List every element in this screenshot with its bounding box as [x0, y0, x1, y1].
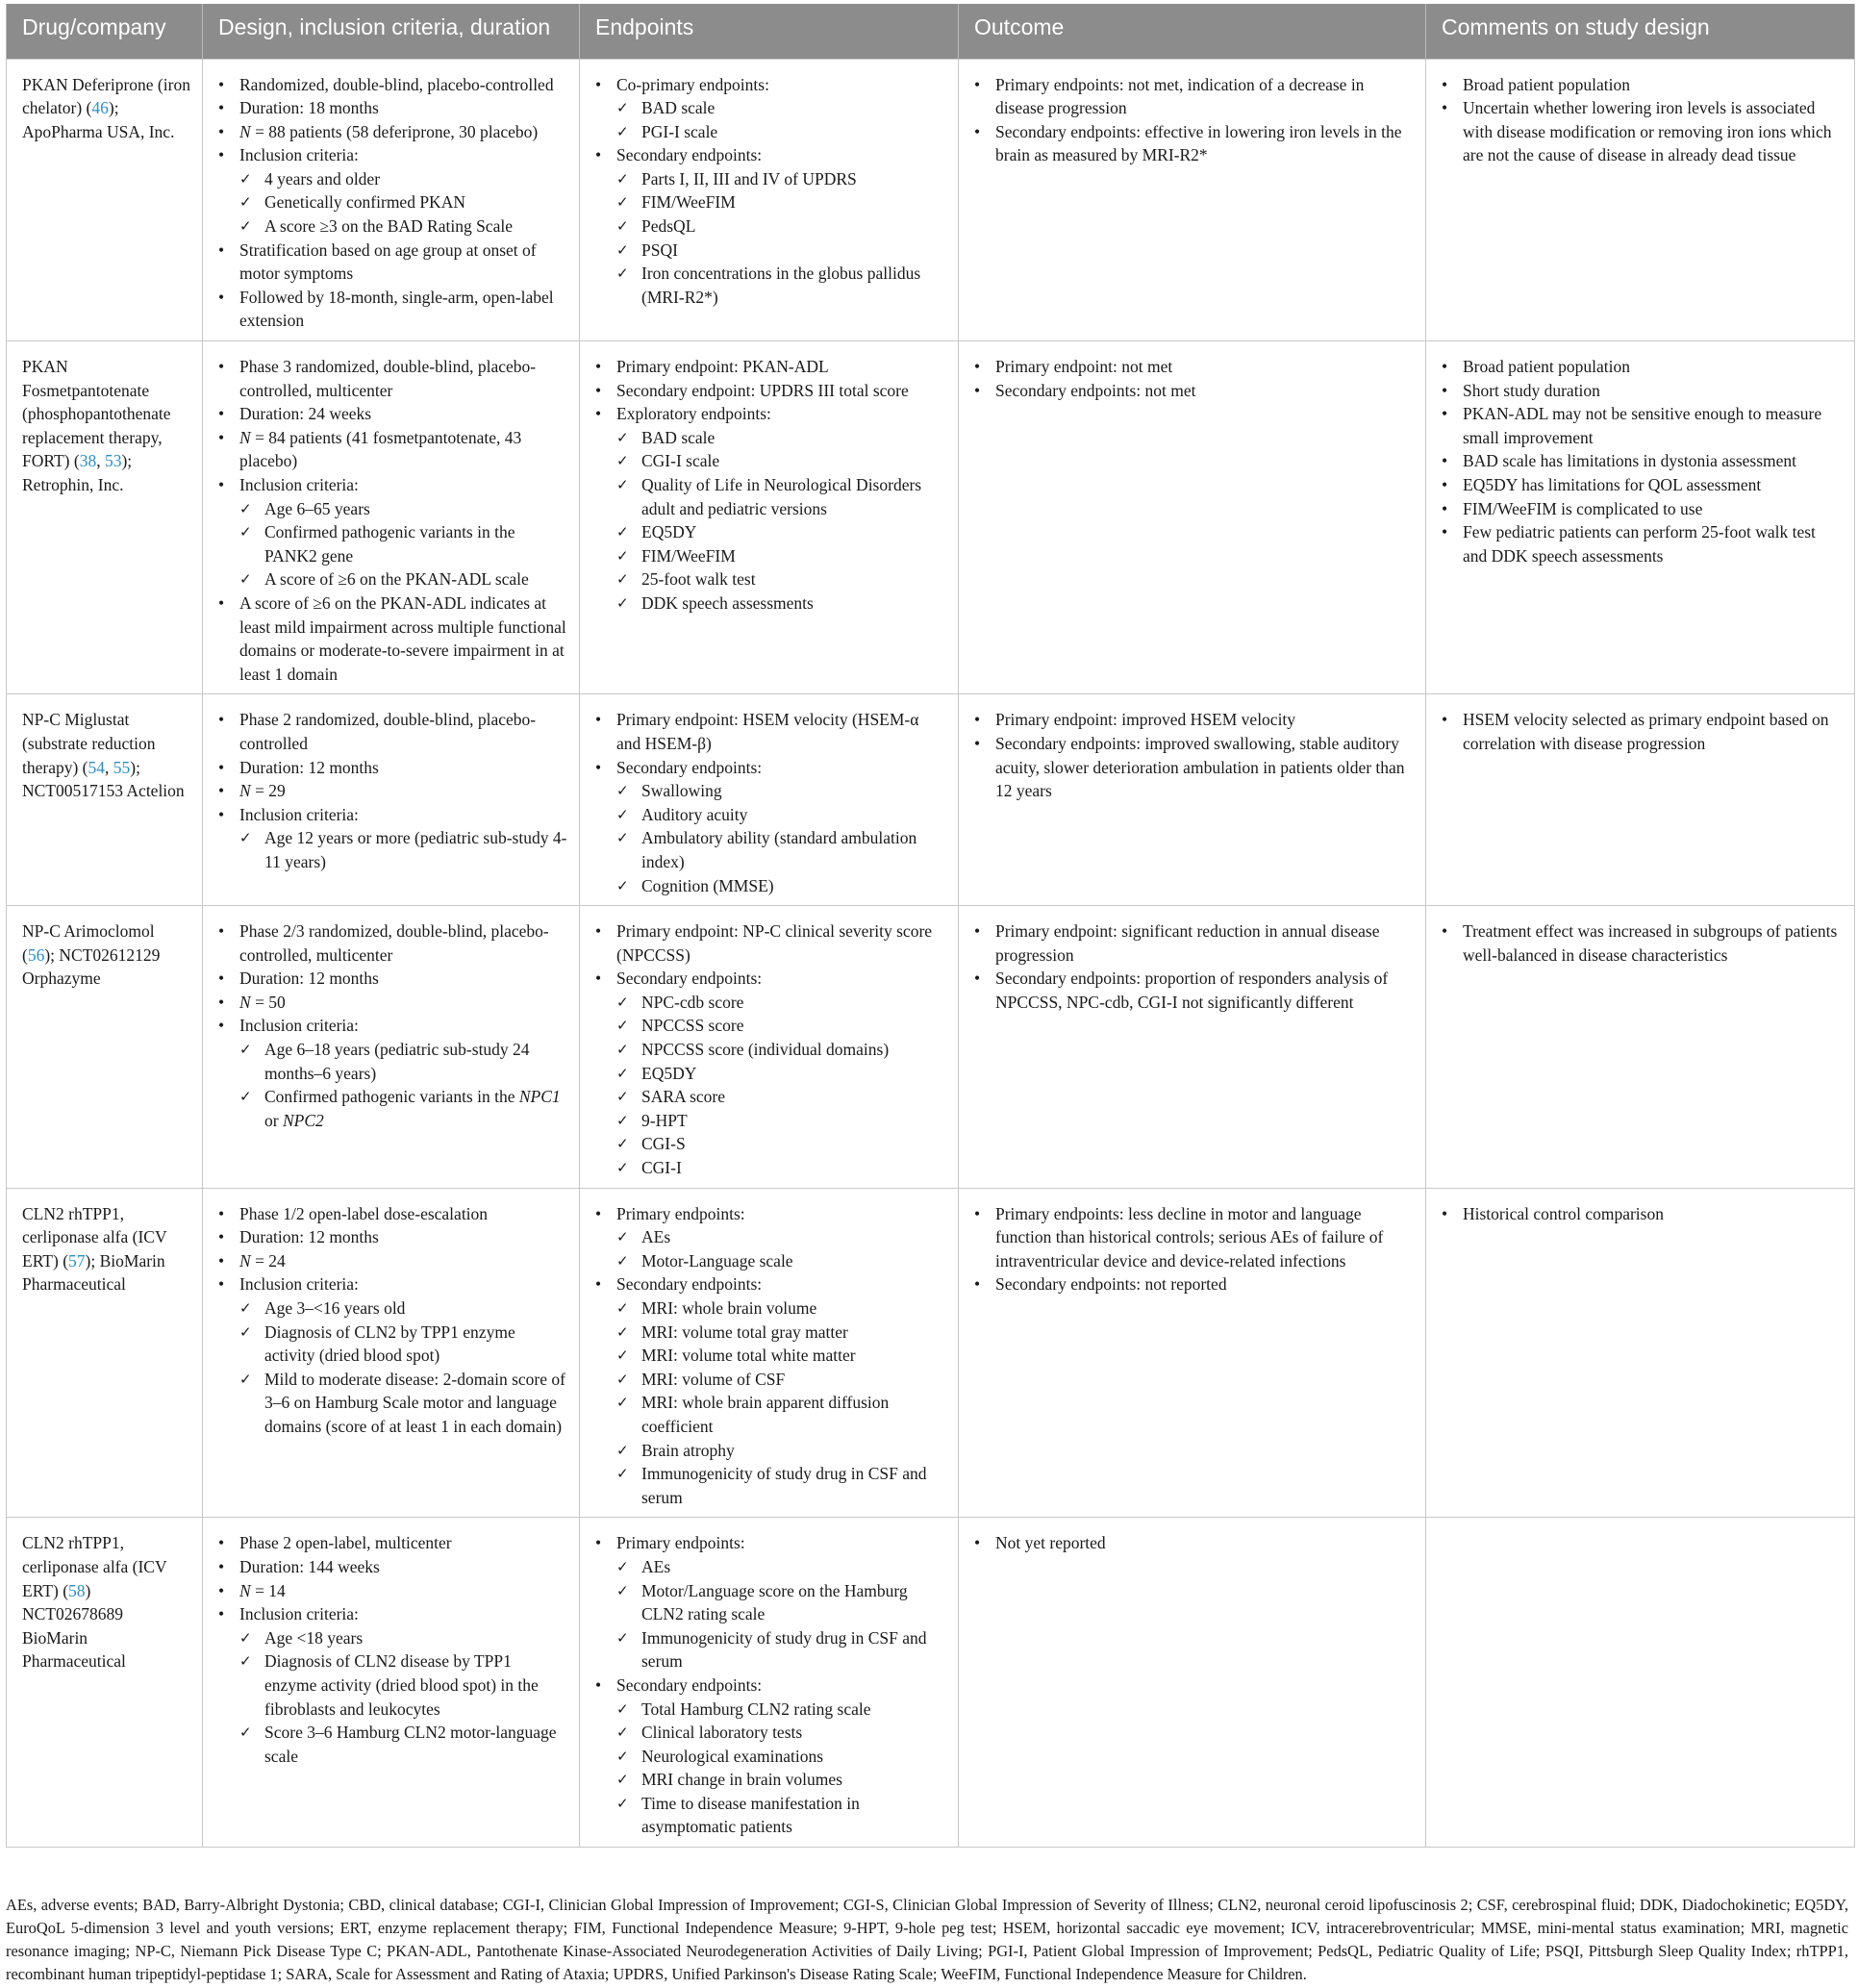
outcome-cell — [959, 59, 1426, 341]
design-cell — [203, 1518, 580, 1848]
endpoints-item: ✓ MRI: volume of CSF — [595, 1368, 946, 1392]
drug-text: , — [96, 451, 105, 471]
design-cell — [203, 59, 580, 341]
endpoints-item: ✓ Parts I, II, III and IV of UPDRS — [595, 167, 946, 191]
endpoints-item: ✓ NPCCSS score — [595, 1014, 946, 1038]
design-sublist — [218, 1038, 567, 1132]
comments-cell — [1426, 1518, 1855, 1848]
outcome-item: • Secondary endpoints: effective in lowering iron levels in the brain as measured by MRI-R2* — [974, 120, 1414, 167]
design-item: • N = 14 — [218, 1579, 567, 1603]
design-item: • N = 50 — [218, 991, 567, 1015]
drug-cell — [7, 906, 203, 1189]
endpoints-item: ✓ MRI: whole brain apparent diffusion coefficient — [595, 1391, 946, 1438]
endpoints-cell — [580, 1188, 959, 1518]
endpoints-item: • Primary endpoint: HSEM velocity (HSEM-α and HSEM-β) — [595, 708, 946, 755]
drug-cell — [7, 1518, 203, 1848]
design-item: ✓ Confirmed pathogenic variants in the PANK2 gene — [218, 520, 567, 567]
design-item: • Duration: 144 weeks — [218, 1555, 567, 1579]
endpoints-list — [595, 1202, 946, 1510]
endpoints-item: ✓ Iron concentrations in the globus pallidus (MRI-R2*) — [595, 262, 946, 309]
header-design: Design, inclusion criteria, duration — [203, 4, 580, 59]
endpoints-sublist — [595, 1698, 946, 1840]
endpoints-item: ✓ MRI: whole brain volume — [595, 1296, 946, 1321]
endpoints-item: • Primary endpoints: — [595, 1531, 946, 1555]
design-item: • Phase 2/3 randomized, double-blind, placebo-controlled, multicenter — [218, 919, 567, 967]
design-cell — [203, 694, 580, 906]
outcome-list — [974, 1202, 1414, 1296]
header-drug: Drug/company — [7, 4, 203, 59]
outcome-cell — [959, 1188, 1426, 1518]
design-item: ✓ Age <18 years — [218, 1626, 567, 1650]
endpoints-cell — [580, 906, 959, 1189]
design-item: ✓ Age 6–18 years (pediatric sub-study 24 months–6 years) — [218, 1038, 567, 1085]
comments-item: • BAD scale has limitations in dystonia assessment — [1442, 449, 1843, 473]
outcome-list — [974, 919, 1414, 1014]
design-item: • Inclusion criteria: — [218, 1602, 567, 1626]
design-item: • Stratification based on age group at onset of motor symptoms — [218, 239, 567, 286]
drug-text: NP-C Miglustat (substrate reduction therapy) ( — [22, 710, 156, 777]
endpoints-sublist — [595, 1555, 946, 1673]
endpoints-list — [595, 708, 946, 897]
design-list — [218, 708, 567, 873]
design-sublist — [218, 497, 567, 591]
drug-text: ); Retrophin, Inc. — [22, 451, 133, 494]
outcome-item: • Secondary endpoints: improved swallowing, stable auditory acuity, slower deterioration ambulation in patients older than 12 years — [974, 732, 1414, 803]
design-item: ✓ Diagnosis of CLN2 disease by TPP1 enzyme activity (dried blood spot) in the fibroblasts and leukocytes — [218, 1649, 567, 1721]
design-item: ✓ Confirmed pathogenic variants in the NPC1 or NPC2 — [218, 1085, 567, 1132]
drug-text: CLN2 rhTPP1, cerliponase alfa (ICV ERT) ( — [22, 1533, 167, 1600]
comments-item: • FIM/WeeFIM is complicated to use — [1442, 497, 1843, 521]
comments-item: • Few pediatric patients can perform 25-foot walk test and DDK speech assessments — [1442, 520, 1843, 567]
design-cell — [203, 906, 580, 1189]
endpoints-item: ✓ Cognition (MMSE) — [595, 874, 946, 898]
drug-text: , — [105, 757, 113, 777]
outcome-item: • Primary endpoint: significant reduction in annual disease progression — [974, 919, 1414, 967]
outcome-item: • Primary endpoint: improved HSEM velocity — [974, 708, 1414, 732]
endpoints-item: ✓ Quality of Life in Neurological Disorders adult and pediatric versions — [595, 473, 946, 520]
design-item: • A score of ≥6 on the PKAN-ADL indicates at least mild impairment across multiple functional domains or moderate-to-severe impairment in at least 1 domain — [218, 591, 567, 686]
endpoints-sublist — [595, 779, 946, 897]
reference-link[interactable]: 55 — [113, 757, 131, 777]
design-item: • Randomized, double-blind, placebo-controlled — [218, 73, 567, 97]
endpoints-item: • Secondary endpoints: — [595, 756, 946, 780]
endpoints-item: • Exploratory endpoints: — [595, 402, 946, 426]
table-row — [7, 906, 1855, 1189]
design-item: • Inclusion criteria: — [218, 143, 567, 167]
reference-link[interactable]: 57 — [68, 1250, 86, 1271]
drug-cell — [7, 694, 203, 906]
table-row — [7, 694, 1855, 906]
outcome-item: • Secondary endpoints: not reported — [974, 1272, 1414, 1296]
endpoints-item: ✓ Swallowing — [595, 779, 946, 803]
trials-table — [6, 4, 1855, 1848]
outcome-cell — [959, 906, 1426, 1189]
endpoints-list — [595, 73, 946, 310]
endpoints-item: ✓ Time to disease manifestation in asymptomatic patients — [595, 1792, 946, 1839]
comments-list — [1442, 1202, 1843, 1226]
comments-list — [1442, 708, 1843, 755]
endpoints-item: ✓ PedsQL — [595, 214, 946, 239]
endpoints-sublist — [595, 1296, 946, 1509]
table-header-row — [7, 4, 1855, 59]
endpoints-item: ✓ 9-HPT — [595, 1109, 946, 1133]
design-item: ✓ A score ≥3 on the BAD Rating Scale — [218, 214, 567, 239]
endpoints-item: ✓ FIM/WeeFIM — [595, 544, 946, 568]
design-item: • Phase 1/2 open-label dose-escalation — [218, 1202, 567, 1226]
comments-cell — [1426, 59, 1855, 341]
endpoints-cell — [580, 59, 959, 341]
endpoints-item: ✓ 25-foot walk test — [595, 567, 946, 591]
endpoints-item: ✓ EQ5DY — [595, 520, 946, 544]
design-item: • N = 84 patients (41 fosmetpantotenate, 43 placebo) — [218, 426, 567, 473]
design-sublist — [218, 1296, 567, 1439]
endpoints-item: ✓ SARA score — [595, 1085, 946, 1109]
endpoints-list — [595, 355, 946, 616]
endpoints-item: • Primary endpoints: — [595, 1202, 946, 1226]
comments-cell — [1426, 1188, 1855, 1518]
reference-link[interactable]: 54 — [88, 757, 106, 777]
outcome-item: • Primary endpoint: not met — [974, 355, 1414, 379]
endpoints-item: ✓ MRI: volume total gray matter — [595, 1321, 946, 1345]
comments-item: • Uncertain whether lowering iron levels is associated with disease modification or removing iron ions which are not the cause of disease in already dead tissue — [1442, 96, 1843, 167]
endpoints-item: ✓ Total Hamburg CLN2 rating scale — [595, 1698, 946, 1722]
design-item: • Phase 3 randomized, double-blind, placebo-controlled, multicenter — [218, 355, 567, 402]
comments-list — [1442, 355, 1843, 567]
design-item: ✓ Genetically confirmed PKAN — [218, 190, 567, 214]
endpoints-sublist — [595, 991, 946, 1180]
endpoints-item: ✓ Immunogenicity of study drug in CSF and serum — [595, 1462, 946, 1509]
endpoints-item: ✓ MRI: volume total white matter — [595, 1344, 946, 1368]
design-list — [218, 919, 567, 1132]
outcome-cell — [959, 694, 1426, 906]
endpoints-item: ✓ Motor-Language scale — [595, 1249, 946, 1273]
endpoints-item: ✓ FIM/WeeFIM — [595, 190, 946, 214]
design-item: • Duration: 12 months — [218, 756, 567, 780]
endpoints-item: ✓ Immunogenicity of study drug in CSF and serum — [595, 1626, 946, 1673]
design-item: ✓ Age 3–<16 years old — [218, 1296, 567, 1321]
endpoints-item: ✓ PSQI — [595, 239, 946, 263]
endpoints-item: ✓ Ambulatory ability (standard ambulation index) — [595, 826, 946, 873]
outcome-list — [974, 73, 1414, 167]
table-row — [7, 59, 1855, 341]
comments-cell — [1426, 906, 1855, 1189]
endpoints-item: ✓ NPCCSS score (individual domains) — [595, 1038, 946, 1062]
trials-table-container — [6, 4, 1854, 1848]
table-body — [7, 59, 1855, 1848]
endpoints-item: • Secondary endpoints: — [595, 143, 946, 167]
design-cell — [203, 341, 580, 694]
endpoints-item: • Co-primary endpoints: — [595, 73, 946, 97]
design-sublist — [218, 826, 567, 873]
endpoints-item: ✓ MRI change in brain volumes — [595, 1768, 946, 1792]
design-item: • N = 88 patients (58 deferiprone, 30 placebo) — [218, 120, 567, 144]
endpoints-item: ✓ Neurological examinations — [595, 1745, 946, 1769]
endpoints-item: ✓ BAD scale — [595, 96, 946, 120]
comments-item: • PKAN-ADL may not be sensitive enough to measure small improvement — [1442, 402, 1843, 449]
comments-item: • Historical control comparison — [1442, 1202, 1843, 1226]
drug-text: ) NCT02678689 BioMarin Pharmaceutical — [22, 1580, 126, 1672]
design-item: • Phase 2 randomized, double-blind, placebo-controlled — [218, 708, 567, 755]
outcome-item: • Primary endpoints: not met, indication of a decrease in disease progression — [974, 73, 1414, 120]
design-list — [218, 1202, 567, 1439]
drug-text: ); NCT00517153 Actelion — [22, 757, 185, 801]
reference-link[interactable]: 53 — [104, 451, 122, 471]
drug-text: ); BioMarin Pharmaceutical — [22, 1250, 165, 1295]
drug-cell — [7, 59, 203, 341]
comments-item: • EQ5DY has limitations for QOL assessment — [1442, 473, 1843, 497]
design-item: • Followed by 18-month, single-arm, open-label extension — [218, 286, 567, 333]
outcome-list — [974, 708, 1414, 802]
reference-link[interactable]: 58 — [68, 1580, 86, 1600]
endpoints-item: ✓ EQ5DY — [595, 1062, 946, 1086]
header-comments: Comments on study design — [1426, 4, 1855, 59]
comments-list — [1442, 919, 1843, 967]
endpoints-item: • Secondary endpoint: UPDRS III total score — [595, 379, 946, 403]
outcome-cell — [959, 341, 1426, 694]
drug-text: CLN2 rhTPP1, cerliponase alfa (ICV ERT) ( — [22, 1203, 167, 1271]
drug-text: PKAN Deferiprone (iron chelator) ( — [22, 74, 190, 118]
endpoints-item: • Secondary endpoints: — [595, 1272, 946, 1296]
design-list — [218, 355, 567, 686]
design-item: ✓ Age 6–65 years — [218, 497, 567, 521]
outcome-list — [974, 355, 1414, 402]
design-item: • Duration: 18 months — [218, 96, 567, 120]
endpoints-cell — [580, 1518, 959, 1848]
outcome-list — [974, 1531, 1414, 1555]
endpoints-item: ✓ PGI-I scale — [595, 120, 946, 144]
table-footnote: AEs, adverse events; BAD, Barry-Albright Dystonia; CBD, clinical database; CGI-I, Clinician Global Impression of Improvement; CGI-S, Clinician Global Impression of Severity of Illness; CLN2, neuronal ceroid lipofuscinosis 2; CSF, cerebrospinal fluid; DDK, Diadochokinetic; EQ5DY, EuroQoL 5-dimension 3 level and youth versions; ERT, enzyme replacement therapy; FIM, Functional Independence Measure; 9-HPT, 9-hole peg test; HSEM, horizontal saccadic eye movement; ICV, intracerebroventricular; MMSE, mini-mental status examination; MRI, magnetic resonance imaging; NP-C, Niemann Pick Disease Type C; PKAN-ADL, Pantothenate Kinase-Associated Neurodegeneration Activities of Daily Living; PGI-I, Patient Global Impression of Improvement; PedsQL, Pediatric Quality of Life; PSQI, Pittsburgh Sleep Quality Index; rhTPP1, recombinant human tripeptidyl-peptidase 1; SARA, Scale for Assessment and Rating of Ataxia; UPDRS, Unified Parkinson's Disease Rating Scale; WeeFIM, Functional Independence Measure for Children. — [6, 1896, 1848, 1983]
drug-cell — [7, 341, 203, 694]
comments-item: • Broad patient population — [1442, 73, 1843, 97]
endpoints-item: • Secondary endpoints: — [595, 967, 946, 991]
design-item: • Duration: 12 months — [218, 1225, 567, 1249]
outcome-item: • Secondary endpoints: proportion of responders analysis of NPCCSS, NPC-cdb, CGI-I not significantly different — [974, 967, 1414, 1014]
design-item: • Duration: 24 weeks — [218, 402, 567, 426]
table-row — [7, 1188, 1855, 1518]
design-list — [218, 73, 567, 334]
endpoints-sublist — [595, 1225, 946, 1272]
reference-link[interactable]: 46 — [91, 98, 109, 118]
design-item: • N = 24 — [218, 1249, 567, 1273]
endpoints-item: ✓ BAD scale — [595, 426, 946, 450]
endpoints-sublist — [595, 426, 946, 616]
table-row — [7, 341, 1855, 694]
outcome-item: • Primary endpoints: less decline in motor and language function than historical controls; serious AEs of failure of intraventricular device and device-related infections — [974, 1202, 1414, 1273]
endpoints-item: • Primary endpoint: NP-C clinical severity score (NPCCSS) — [595, 919, 946, 967]
drug-cell — [7, 1188, 203, 1518]
design-sublist — [218, 1626, 567, 1769]
endpoints-cell — [580, 694, 959, 906]
comments-cell — [1426, 694, 1855, 906]
endpoints-item: • Primary endpoint: PKAN-ADL — [595, 355, 946, 379]
header-endpoints: Endpoints — [580, 4, 959, 59]
design-item: • Duration: 12 months — [218, 967, 567, 991]
outcome-item: • Not yet reported — [974, 1531, 1414, 1555]
design-item: ✓ Score 3–6 Hamburg CLN2 motor-language scale — [218, 1721, 567, 1768]
endpoints-cell — [580, 341, 959, 694]
design-item: • Inclusion criteria: — [218, 473, 567, 497]
endpoints-item: ✓ AEs — [595, 1225, 946, 1249]
drug-text: PKAN Fosmetpantotenate (phosphopantothenate replacement therapy, FORT) ( — [22, 357, 171, 471]
endpoints-item: ✓ Brain atrophy — [595, 1439, 946, 1463]
design-cell — [203, 1188, 580, 1518]
design-item: • Phase 2 open-label, multicenter — [218, 1531, 567, 1555]
endpoints-list — [595, 1531, 946, 1839]
endpoints-item: • Secondary endpoints: — [595, 1673, 946, 1698]
endpoints-item: ✓ DDK speech assessments — [595, 591, 946, 616]
endpoints-item: ✓ CGI-I — [595, 1156, 946, 1180]
drug-text: ); NCT02612129 Orphazyme — [22, 944, 161, 989]
header-outcome: Outcome — [959, 4, 1426, 59]
endpoints-item: ✓ AEs — [595, 1555, 946, 1579]
comments-item: • Treatment effect was increased in subgroups of patients well-balanced in disease characteristics — [1442, 919, 1843, 967]
reference-link[interactable]: 38 — [79, 451, 97, 471]
drug-text: ); ApoPharma USA, Inc. — [22, 98, 175, 141]
endpoints-sublist — [595, 96, 946, 143]
outcome-item: • Secondary endpoints: not met — [974, 379, 1414, 403]
design-item: • Inclusion criteria: — [218, 1272, 567, 1296]
comments-item: • Broad patient population — [1442, 355, 1843, 379]
endpoints-item: ✓ CGI-I scale — [595, 449, 946, 473]
endpoints-list — [595, 919, 946, 1180]
design-item: • Inclusion criteria: — [218, 1014, 567, 1038]
drug-text: NP-C Arimoclomol ( — [22, 921, 155, 965]
design-item: ✓ 4 years and older — [218, 167, 567, 191]
comments-item: • HSEM velocity selected as primary endpoint based on correlation with disease progression — [1442, 708, 1843, 755]
comments-cell — [1426, 341, 1855, 694]
design-item: • N = 29 — [218, 779, 567, 803]
comments-list — [1442, 73, 1843, 167]
outcome-cell — [959, 1518, 1426, 1848]
endpoints-sublist — [595, 167, 946, 310]
endpoints-item: ✓ Auditory acuity — [595, 803, 946, 827]
table-row — [7, 1518, 1855, 1848]
endpoints-item: ✓ Motor/Language score on the Hamburg CLN2 rating scale — [595, 1579, 946, 1626]
design-item: ✓ Mild to moderate disease: 2-domain score of 3–6 on Hamburg Scale motor and language domains (score of at least 1 in each domain) — [218, 1368, 567, 1439]
design-item: ✓ A score of ≥6 on the PKAN-ADL scale — [218, 567, 567, 591]
design-item: ✓ Diagnosis of CLN2 by TPP1 enzyme activity (dried blood spot) — [218, 1321, 567, 1368]
reference-link[interactable]: 56 — [27, 944, 45, 965]
design-sublist — [218, 167, 567, 239]
endpoints-item: ✓ CGI-S — [595, 1132, 946, 1156]
endpoints-item: ✓ NPC-cdb score — [595, 991, 946, 1015]
design-item: • Inclusion criteria: — [218, 803, 567, 827]
comments-item: • Short study duration — [1442, 379, 1843, 403]
endpoints-item: ✓ Clinical laboratory tests — [595, 1721, 946, 1745]
design-item: ✓ Age 12 years or more (pediatric sub-study 4-11 years) — [218, 826, 567, 873]
design-list — [218, 1531, 567, 1768]
